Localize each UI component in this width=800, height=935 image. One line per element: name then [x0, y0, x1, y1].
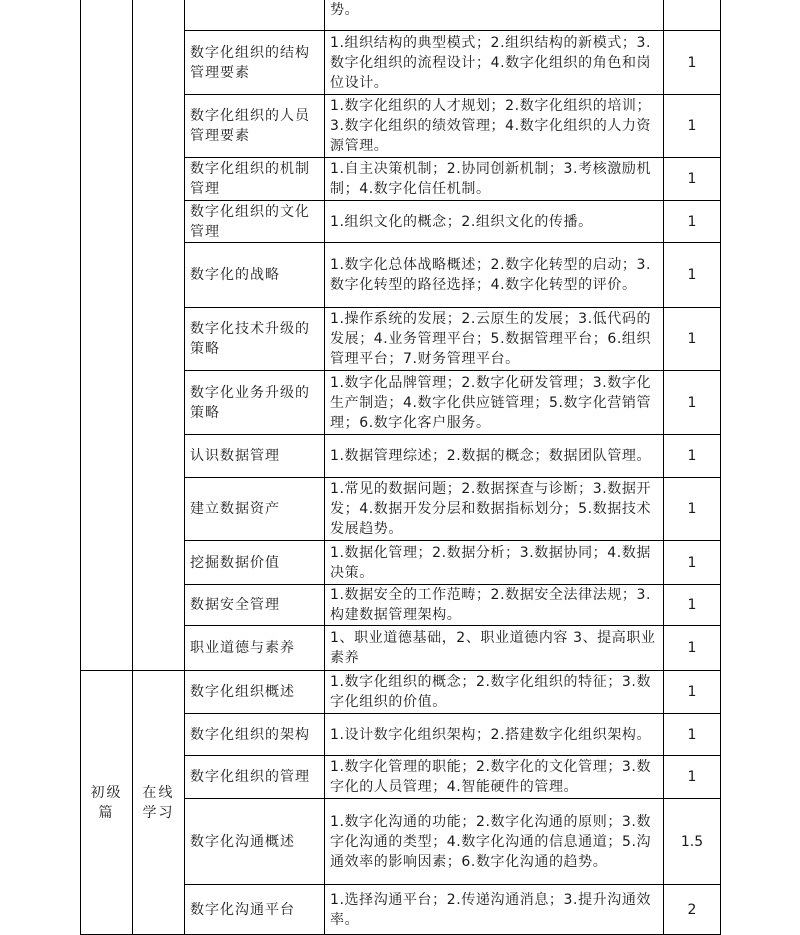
- hours-cell: 1: [664, 201, 721, 243]
- hours-cell: 1: [664, 541, 721, 585]
- hours-cell: 2: [664, 885, 721, 935]
- content-cell: 1、职业道德基础，2、职业道德内容 3、提高职业素养: [325, 626, 664, 671]
- content-cell: 1.组织结构的典型模式；2.组织结构的新模式；3.数字化组织的流程设计；4.数字化组织的角色和岗位设计。: [325, 31, 664, 95]
- topic-cell: 挖掘数据价值: [185, 541, 325, 585]
- topic-cell: 数字化组织的架构: [185, 714, 325, 756]
- hours-cell: 1: [664, 626, 721, 671]
- hours-cell: 1: [664, 95, 721, 158]
- hours-cell: [664, 0, 721, 31]
- topic-cell: 数字化组织的机制管理: [185, 158, 325, 201]
- content-cell: 1.组织文化的概念；2.组织文化的传播。: [325, 201, 664, 243]
- topic-cell: 数字化组织的人员管理要素: [185, 95, 325, 158]
- content-cell: 1.数字化组织的人才规划；2.数字化组织的培训；3.数字化组织的绩效管理；4.数字化组织的人力资源管理。: [325, 95, 664, 158]
- hours-cell: 1: [664, 371, 721, 435]
- topic-cell: 数字化组织的文化管理: [185, 201, 325, 243]
- topic-cell: 数字化业务升级的策略: [185, 371, 325, 435]
- topic-cell: 数字化的战略: [185, 243, 325, 308]
- topic-cell: 数字化沟通概述: [185, 799, 325, 885]
- content-cell: 1.数字化组织的概念；2.数字化组织的特征；3.数字化组织的价值。: [325, 671, 664, 714]
- course-table-body: [81, 0, 721, 935]
- topic-cell: 数据安全管理: [185, 585, 325, 626]
- content-cell: 1.数字化总体战略概述；2.数字化转型的启动；3.数字化转型的路径选择；4.数字化转型的评价。: [325, 243, 664, 308]
- topic-cell: 认识数据管理: [185, 435, 325, 478]
- content-cell: 1.常见的数据问题；2.数据探查与诊断；3.数据开发；4.数据开发分层和数据指标划分；5.数据技术发展趋势。: [325, 478, 664, 541]
- topic-cell: 数字化组织的管理: [185, 756, 325, 799]
- topic-cell: [185, 0, 325, 31]
- content-cell: 1.操作系统的发展；2.云原生的发展；3.低代码的发展；4.业务管理平台；5.数据管理平台；6.组织管理平台；7.财务管理平台。: [325, 308, 664, 371]
- topic-cell: 数字化组织的结构管理要素: [185, 31, 325, 95]
- topic-cell: 数字化技术升级的策略: [185, 308, 325, 371]
- level-cell: [81, 0, 133, 671]
- content-cell: 1.选择沟通平台；2.传递沟通消息；3.提升沟通效率。: [325, 885, 664, 935]
- hours-cell: 1: [664, 158, 721, 201]
- content-cell: 1.数字化品牌管理；2.数字化研发管理；3.数字化生产制造；4.数字化供应链管理；5.数字化营销管理；6.数字化客户服务。: [325, 371, 664, 435]
- table-row: [81, 0, 721, 31]
- hours-cell: 1: [664, 435, 721, 478]
- hours-cell: 1: [664, 756, 721, 799]
- content-cell: 势。: [325, 0, 664, 31]
- hours-cell: 1: [664, 243, 721, 308]
- study-mode-cell: [133, 0, 185, 671]
- topic-cell: 职业道德与素养: [185, 626, 325, 671]
- course-schedule-table: [80, 0, 721, 935]
- content-cell: 1.数据安全的工作范畴；2.数据安全法律法规；3.构建数据管理架构。: [325, 585, 664, 626]
- content-cell: 1.数字化管理的职能；2.数字化的文化管理；3.数字化的人员管理；4.智能硬件的管理。: [325, 756, 664, 799]
- topic-cell: 数字化沟通平台: [185, 885, 325, 935]
- study-mode-cell: 在线学习: [133, 671, 185, 935]
- level-cell: 初级篇: [81, 671, 133, 935]
- content-cell: 1.设计数字化组织架构；2.搭建数字化组织架构。: [325, 714, 664, 756]
- hours-cell: 1: [664, 308, 721, 371]
- hours-cell: 1: [664, 585, 721, 626]
- hours-cell: 1: [664, 714, 721, 756]
- topic-cell: 数字化组织概述: [185, 671, 325, 714]
- content-cell: 1.数据化管理；2.数据分析；3.数据协同；4.数据决策。: [325, 541, 664, 585]
- content-cell: 1.数据管理综述；2.数据的概念；数据团队管理。: [325, 435, 664, 478]
- content-cell: 1.数字化沟通的功能；2.数字化沟通的原则；3.数字化沟通的类型；4.数字化沟通的信息通道；5.沟通效率的影响因素；6.数字化沟通的趋势。: [325, 799, 664, 885]
- hours-cell: 1: [664, 671, 721, 714]
- topic-cell: 建立数据资产: [185, 478, 325, 541]
- hours-cell: 1: [664, 478, 721, 541]
- table-row: [81, 671, 721, 714]
- content-cell: 1.自主决策机制；2.协同创新机制；3.考核激励机制；4.数字化信任机制。: [325, 158, 664, 201]
- hours-cell: 1: [664, 31, 721, 95]
- hours-cell: 1.5: [664, 799, 721, 885]
